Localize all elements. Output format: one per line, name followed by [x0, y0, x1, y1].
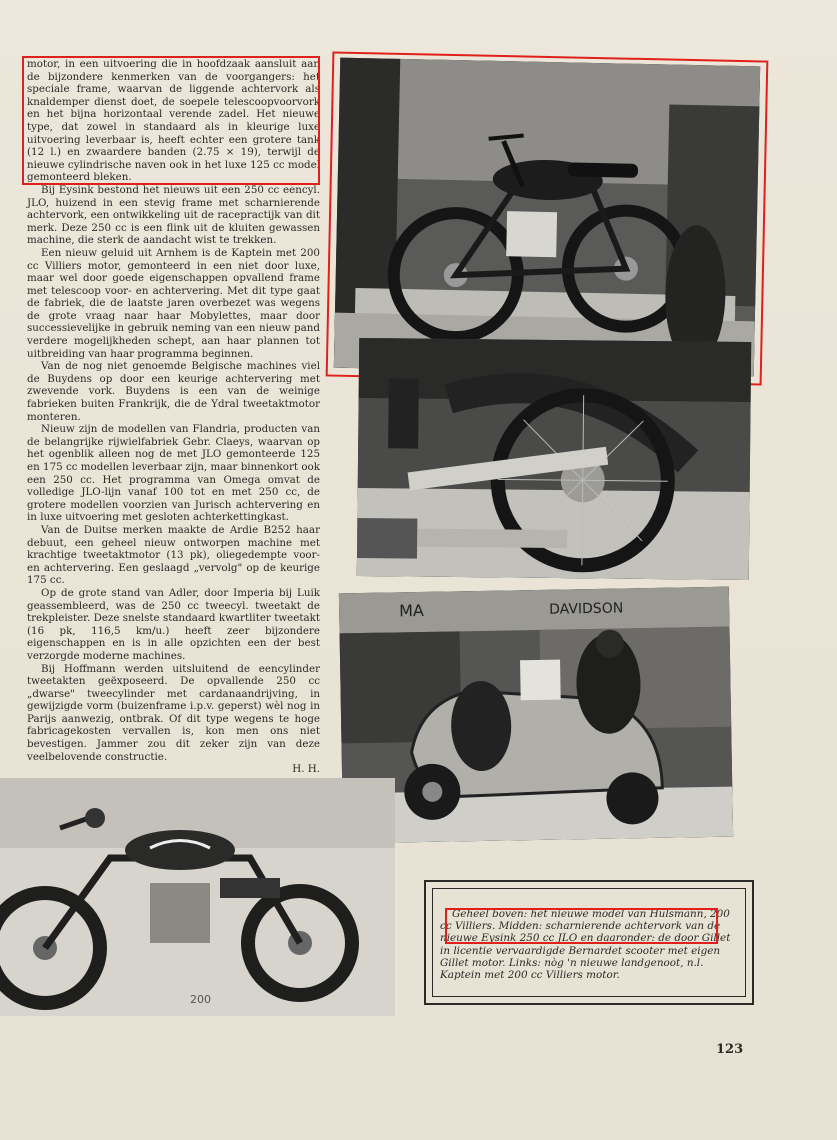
article-paragraph: Van de nog niet genoemde Belgische machines viel de Buydens op door een keurige achtervering met zwevende vork. Buydens is een van de weinige fabrieken buiten Frankrijk, die de Ydral tweetaktmotor monteren.: [27, 360, 320, 423]
article-paragraph: Van de Duitse merken maakte de Ardie B252 haar debuut, een geheel nieuw ontworpen machine met krachtige tweetaktmotor (13 pk), oliegedempte voor- en achtervering. Een geslaagd „vervolg" op de keurige 175 cc.: [27, 523, 320, 587]
article-column: [27, 58, 320, 776]
photo-hulsmann-motorcycle: [334, 58, 760, 377]
caption-frame: [424, 880, 754, 1005]
photo-eysink-swingarm: [357, 338, 751, 580]
page-number: 123: [716, 1042, 744, 1057]
article-paragraph: Een nieuw geluid uit Arnhem is de Kaptein met 200 cc Villiers motor, gemonteerd in een niet door luxe, maar wel door goede eigenschappen opvallend frame met telescoop voor- en achtervering. Met dit type gaat de fabriek, die de laatste jaren overbezet was wegens de grote vraag naar haar Mobylettes, maar door successievelijke in gebruik neming van een nieuw pand verdere mogelijkheden schept, aan haar plannen tot uitbreiding van haar programma beginnen.: [27, 246, 320, 360]
author-signature: H. H.: [292, 763, 320, 776]
article-paragraph: Op de grote stand van Adler, door Imperia bij Luik geassembleerd, was de 250 cc tweecyl. tweetakt de trekpleister. Deze snelste standaard kwartliter tweetakt (16 pk, 116,5 km/u.) heeft zeer bijzondere eigenschappen en is in alle opzichten een der best verzorgde moderne machines.: [27, 586, 320, 662]
article-paragraph: Bij Eysink bestond het nieuws uit een 250 cc eencyl. JLO, huizend in een stevig frame met scharnierende achtervork, een ontwikkeling uit de racepractijk van dit merk. Deze 250 cc is een flink uit de kluiten gewassen machine, die sterk de aandacht wist te trekken.: [27, 183, 320, 247]
sign-text: MA: [398, 600, 425, 621]
article-paragraph: Bij Hoffmann werden uitsluitend de eencylinder tweetakten geëxposeerd. De opvallende 250 cc „dwarse" tweecylinder met cardanaandrijving, in gewijzigde vorm (buizenframe i.p.v. geperst) wèl nog in Parijs aanwezig, ontbrak. Of dit type wegens te hoge fabricagekosten vervallen is, kon men ons niet bevestigen. Jammer zou dit zeker zijn van deze veelbelovende constructie.: [27, 662, 320, 763]
photo-caption: [440, 908, 740, 981]
caption-paragraph: Geheel boven: het nieuwe model van Hulsmann, 200 cc Villiers. Midden: scharnierende achtervork van de nieuwe Eysink 250 cc JLO en daaronder: de door Gillet in licentie vervaardigde Bernardet scooter met eigen Gillet motor. Links: nòg 'n nieuwe landgenoot, n.l. Kaptein met 200 cc Villiers motor.: [440, 908, 731, 982]
article-paragraph: Nieuw zijn de modellen van Flandria, producten van de belangrijke rijwielfabriek Gebr. Claeys, waarvan op het ogenblik alleen nog de met JLO gemonteerde 125 en 175 cc modellen leverbaar zijn, maar binnenkort ook een 250 cc. Het programma van Omega omvat de volledige JLO-lijn vanaf 100 tot en met 250 cc, de grotere modellen voorzien van Jurisch achtervering en in luxe uitvoering met gesloten achterkettingkast.: [27, 423, 320, 524]
photo-kaptein-motorcycle: [0, 778, 395, 1016]
photo-bernardet-scooter: [339, 587, 733, 844]
plate-number: 200: [190, 993, 211, 1006]
article-paragraph: motor, in een uitvoering die in hoofdzaak aansluit aan de bijzondere kenmerken van de voorgangers: het speciale frame, waarvan de liggende achtervork als knaldemper dienst doet, de soepele telescoopvoorvork en het bijna horizontaal verende zadel. Het nieuwe type, dat zowel in standaard als in kleurige luxe uitvoering leverbaar is, heeft echter een grotere tank (12 l.) en zwaardere banden (2.75 × 19), terwijl de nieuwe cylindrische naven ook in het luxe 125 cc model gemonteerd bleken.: [27, 58, 320, 184]
sign-text-2: DAVIDSON: [549, 600, 624, 618]
